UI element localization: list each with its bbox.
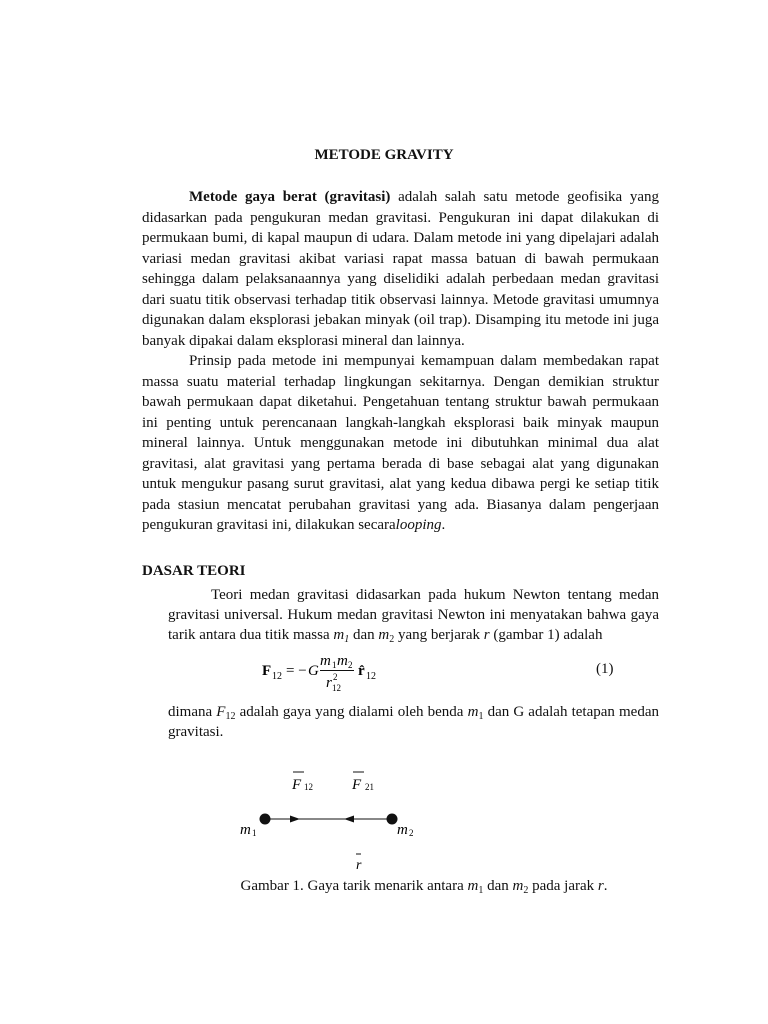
text-run: r <box>597 878 604 894</box>
figure-1-caption <box>0 878 768 896</box>
text-run: banyak dipakai dalam eksplorasi mineral dan lainnya. <box>142 332 465 349</box>
f12-symbol: F <box>292 777 302 793</box>
mass-m2-dot <box>387 814 398 825</box>
principle-line <box>142 351 659 372</box>
text-run: Teori medan gravitasi didasarkan pada hukum Newton tentang medan <box>211 587 659 603</box>
eq-num-m1-sub: 1 <box>332 660 337 670</box>
m1-sub: 1 <box>252 828 257 838</box>
text-run: looping <box>395 517 442 533</box>
intro-paragraph <box>142 187 659 351</box>
principle-line <box>142 495 659 516</box>
text-run: tarik antara dua titik massa <box>168 627 334 643</box>
text-run: bawah permukaan dapat diketahui. Pengetahuan tentang struktur bawah permukaan <box>142 394 659 410</box>
mass-m1-dot <box>260 814 271 825</box>
eq-num-m1: m <box>320 653 331 669</box>
text-run: dimana <box>168 704 217 720</box>
f21-symbol: F <box>352 777 362 793</box>
principle-line <box>142 372 659 393</box>
text-run: Gambar 1. Gaya tarik menarik antara <box>240 878 468 894</box>
text-run: variasi medan gravitasi akibat variasi rapat massa batuan di bawah permukaan <box>142 250 659 267</box>
m2-symbol: m <box>397 822 408 838</box>
figure-1-diagram <box>220 762 440 877</box>
eq-equals: = − <box>286 663 307 679</box>
section-heading: DASAR TEORI <box>142 563 246 579</box>
equation-graphic <box>262 650 422 698</box>
document-title: METODE GRAVITY <box>314 147 454 163</box>
principle-line <box>142 454 659 475</box>
equation-number: (1) <box>596 661 614 677</box>
theory-line <box>168 585 659 605</box>
text-run: . <box>603 878 608 894</box>
text-run: 2 <box>523 885 529 896</box>
text-run: 2 <box>389 634 395 645</box>
principle-line <box>142 474 659 495</box>
text-run: adalah salah satu metode geofisika yang <box>390 189 660 205</box>
text-run: 1 <box>478 711 484 722</box>
text-run: 12 <box>225 711 236 722</box>
intro-line <box>142 228 659 249</box>
text-run: didasarkan pada pengukuran medan gravitasi. Pengukuran ini dapat dilakukan di <box>142 209 659 226</box>
principle-line <box>142 433 659 454</box>
after_eq-line <box>168 722 659 742</box>
text-run: Prinsip pada metode ini mempunyai kemampuan dalam membedakan rapat <box>189 353 659 369</box>
intro-line <box>142 331 659 352</box>
eq-unit-vector-sub: 12 <box>366 671 376 682</box>
text-run: F <box>216 704 226 720</box>
after_eq-line <box>168 702 659 722</box>
text-run: pada stasiun mencatat perubahan gravitasi yang ada. Biasanya dalam pengerjaan <box>142 496 659 513</box>
text-run: dan <box>483 878 513 894</box>
theory-line <box>168 605 659 625</box>
m2-sub: 2 <box>409 828 414 838</box>
intro-line <box>142 249 659 270</box>
text-run: . <box>441 517 446 533</box>
text-run: gravitasi. <box>168 724 224 740</box>
intro-line <box>142 269 659 290</box>
principle-line <box>142 392 659 413</box>
text-run: m <box>333 627 345 643</box>
equation-1 <box>262 650 422 703</box>
text-run: digunakan dalam eksplorasi jebakan minyak (oil trap). Disamping itu metode ini juga <box>142 312 659 328</box>
r-symbol: r <box>356 858 362 873</box>
text-run: ini penting untuk perencanaan langkah-langkah eksplorasi baik minyak maupun <box>142 414 659 431</box>
eq-lhs-sub: 12 <box>272 671 282 682</box>
principle-line <box>142 413 659 434</box>
text-run: adalah gaya yang dialami oleh benda <box>235 704 468 720</box>
text-run: 1 <box>344 634 350 645</box>
intro-line <box>142 310 659 331</box>
text-run: m <box>378 627 390 643</box>
eq-den-sub: 12 <box>332 683 341 693</box>
arrow-f21-head <box>344 816 354 823</box>
text-run: dan G adalah tetapan medan <box>483 704 659 720</box>
eq-lhs-symbol: F <box>262 663 272 679</box>
arrow-f12-head <box>290 816 300 823</box>
text-run: pada jarak <box>528 878 598 894</box>
text-run: gravitasi universal. Hukum medan gravitasi Newton ini menyatakan bahwa gaya <box>168 607 659 623</box>
text-run: 1 <box>478 885 484 896</box>
intro-line <box>142 208 659 229</box>
f12-sub: 12 <box>304 782 313 792</box>
text-run: m <box>467 878 479 894</box>
text-run: dari suatu titik observasi terhadap titik observasi lainnya. Metode gravitasi umumnya <box>142 291 659 308</box>
eq-den-r: r <box>326 675 332 691</box>
text-run: mineral lainnya. Untuk menggunakan metode ini dibutuhkan minimal dua alat <box>142 435 659 451</box>
text-run: m <box>467 704 479 720</box>
text-run: dan <box>349 627 379 643</box>
eq-den-sup: 2 <box>333 672 338 682</box>
text-run: (gambar 1) adalah <box>489 627 603 643</box>
intro-line <box>142 290 659 311</box>
principle-line <box>142 515 659 536</box>
text-run: r <box>483 627 490 643</box>
theory-paragraph <box>168 585 659 645</box>
intro-line <box>142 187 659 208</box>
principle-paragraph <box>142 351 659 536</box>
text-run: untuk mengukur pasang surut gravitasi, alat yang kedua dibawa pergi ke setiap titik <box>142 476 659 492</box>
text-run: permukaan bumi, di kapal maupun di udara. Dalam metode ini yang dipelajari adalah <box>142 230 659 246</box>
text-run: yang berjarak <box>394 627 484 643</box>
eq-unit-vector: r̂ <box>358 663 365 679</box>
eq-num-m2: m <box>337 653 348 669</box>
text-run: sehingga dalam pelaksanaannya yang diselidiki adalah perbedaan medan gravitasi <box>142 271 659 287</box>
text-run: m <box>512 878 524 894</box>
m1-symbol: m <box>240 822 251 838</box>
text-run: pengukuran gravitasi ini, dilakukan secara <box>142 517 396 533</box>
text-run: Metode gaya berat (gravitasi) <box>189 189 391 205</box>
text-run: massa suatu material terhadap lingkungan sekitarnya. Dengan demikian struktur <box>142 373 659 390</box>
equation-explanation <box>168 702 659 742</box>
eq-num-m2-sub: 2 <box>348 660 353 670</box>
text-run: gravitasi, alat gravitasi yang pertama berada di base sebagai alat yang digunakan <box>142 455 659 472</box>
eq-constant: G <box>308 663 319 679</box>
theory-line <box>168 625 659 645</box>
f21-sub: 21 <box>365 782 374 792</box>
